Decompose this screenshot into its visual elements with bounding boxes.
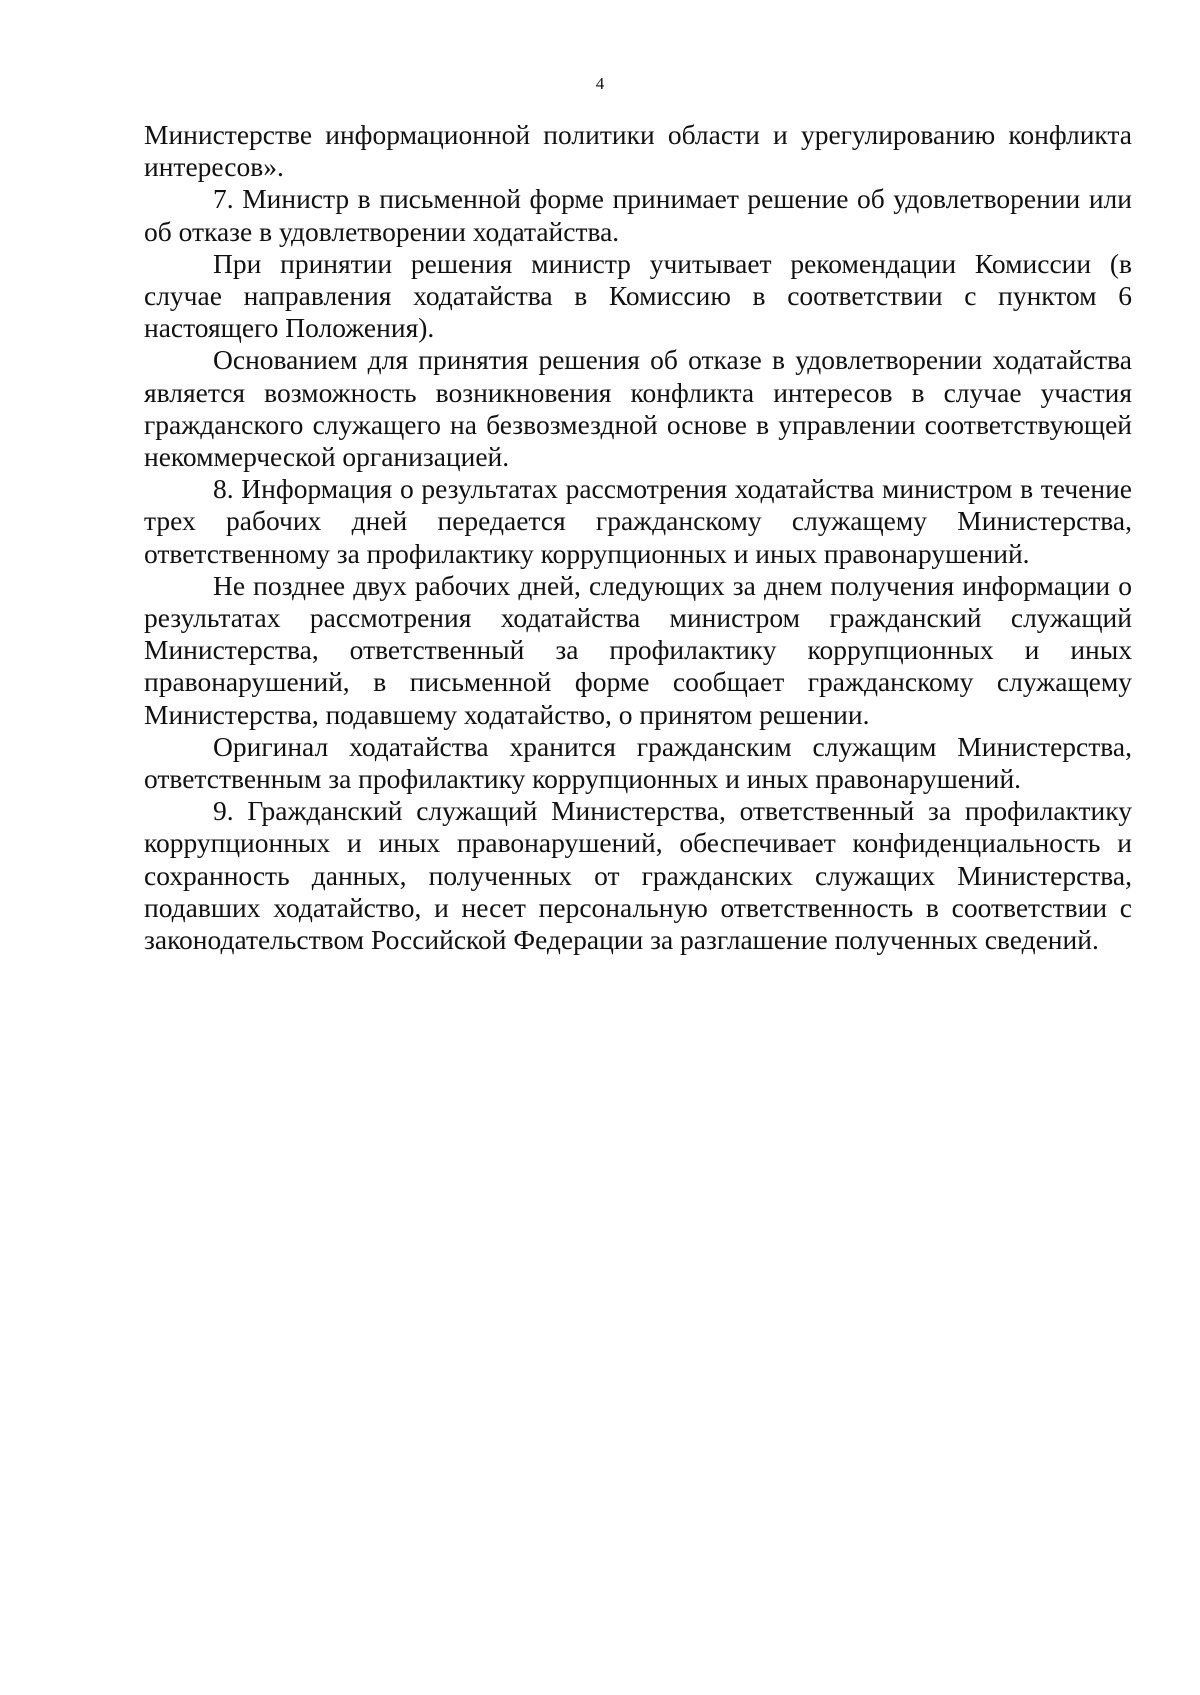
- paragraph-item-8: 8. Информация о результатах рассмотрения ходатайства министром в течение трех рабочих дней передается гражданскому служащему Министерства, ответственному за профилактику коррупционных и иных правонарушений.: [144, 473, 1132, 569]
- paragraph-original-storage: Оригинал ходатайства хранится гражданским служащим Министерства, ответственным за профилактику коррупционных и иных правонарушений.: [144, 730, 1132, 795]
- paragraph-item-9: 9. Гражданский служащий Министерства, ответственный за профилактику коррупционных и иных правонарушений, обеспечивает конфиденциальность и сохранность данных, полученных от гражданских служащих Министерства, подавших ходатайство, и несет персональную ответственность в соответствии с законодательством Российской Федерации за разглашение полученных сведений.: [144, 795, 1132, 956]
- page-number: 4: [595, 74, 605, 93]
- paragraph-refusal-grounds: Основанием для принятия решения об отказе в удовлетворении ходатайства является возможность возникновения конфликта интересов в случае участия гражданского служащего на безвозмездной основе в управлении соответствующей некоммерческой организацией.: [144, 344, 1132, 473]
- paragraph-commission-recommendations: При принятии решения министр учитывает рекомендации Комиссии (в случае направления ходатайства в Комиссию в соответствии с пунктом 6 настоящего Положения).: [144, 247, 1132, 344]
- paragraph-notification: Не позднее двух рабочих дней, следующих за днем получения информации о результатах рассмотрения ходатайства министром гражданский служащий Министерства, ответственный за профилактику коррупционных и иных правонарушений, в письменной форме сообщает гражданскому служащему Министерства, подавшему ходатайство, о принятом решении.: [144, 569, 1132, 730]
- document-body: [144, 119, 1132, 956]
- paragraph-item-7: 7. Министр в письменной форме принимает решение об удовлетворении или об отказе в удовлетворении ходатайства.: [144, 183, 1132, 247]
- paragraph-continuation: Министерстве информационной политики области и урегулированию конфликта интересов».: [144, 119, 1132, 183]
